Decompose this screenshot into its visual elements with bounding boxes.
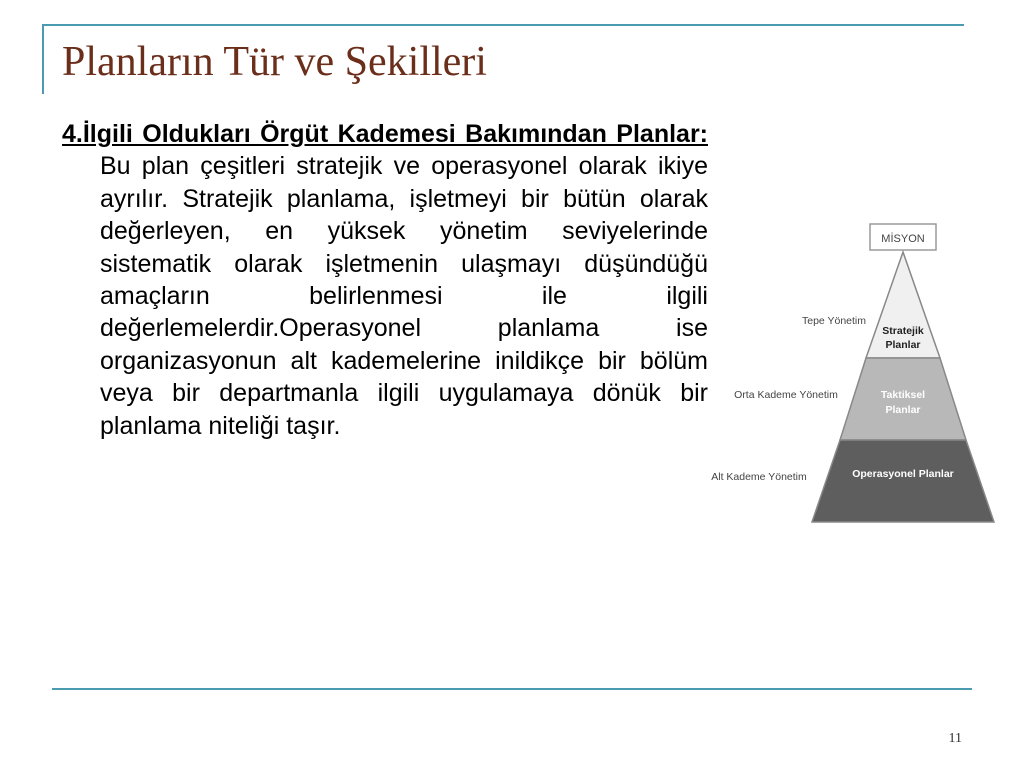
tier-label-tactical-1: Taktiksel — [880, 389, 926, 401]
page-title: Planların Tür ve Şekilleri — [62, 39, 487, 85]
section-heading: 4.İlgili Oldukları Örgüt Kademesi Bakımından Planlar: — [62, 120, 708, 148]
pyramid-tier-operational — [812, 440, 994, 522]
tier-label-strategic-1: Stratejik — [882, 325, 924, 337]
tier-label-strategic-2: Planlar — [885, 339, 921, 351]
tier-label-tactical-2: Planlar — [885, 404, 921, 416]
bottom-divider — [52, 688, 972, 690]
management-label-middle: Orta Kademe Yönetim — [734, 389, 838, 401]
page-number: 11 — [948, 731, 962, 746]
management-label-top: Tepe Yönetim — [801, 315, 867, 327]
paragraph-text: Bu plan çeşitleri stratejik ve operasyonel olarak ikiye ayrılır. Stratejik planlama, işletmeyi bir bütün olarak değerleyen, en yüksek yönetim seviyelerinde sistematik olarak işletmenin ulaşmayı düşündüğü amaçların belirlenmesi ile ilgili değerlemelerdir.Operasyonel planlama ise organizasyonun alt kademelerine inildikçe bir bölüm veya bir departmanla ilgili uygulamaya dönük bir planlama niteliği taşır. — [100, 152, 708, 440]
management-label-lower: Alt Kademe Yönetim — [711, 471, 807, 483]
mission-label: MİSYON — [881, 233, 925, 245]
tier-label-operational: Operasyonel Planlar — [852, 468, 954, 480]
